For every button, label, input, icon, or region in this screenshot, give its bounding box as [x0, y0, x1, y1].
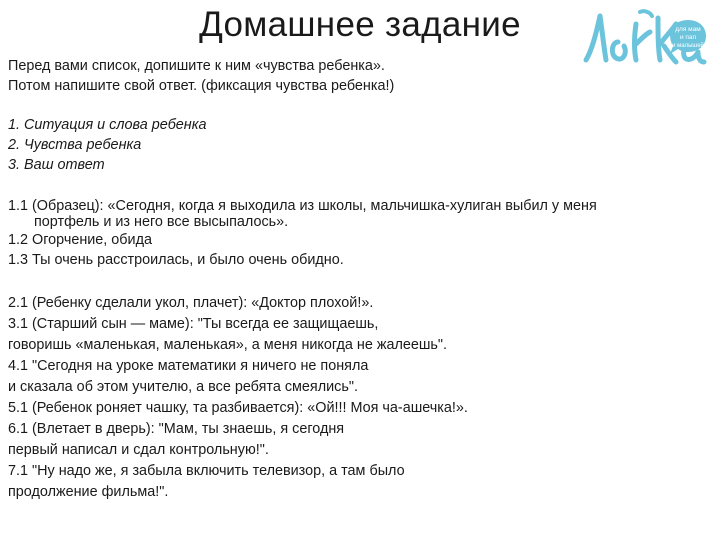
step-line: 1. Ситуация и слова ребенка: [8, 117, 207, 133]
task-line: и сказала об этом учителю, а все ребята смеялись".: [8, 379, 358, 395]
task-line: продолжение фильма!".: [8, 484, 169, 500]
page-title: Домашнее задание: [199, 5, 521, 44]
task-line: 7.1 "Ну надо же, я забыла включить телевизор, а там было: [8, 463, 405, 479]
task-line: 3.1 (Старший сын — маме): "Ты всегда ее защищаешь,: [8, 316, 379, 332]
intro-line: Потом напишите свой ответ. (фиксация чувства ребенка!): [8, 78, 395, 94]
svg-text:и пап: и пап: [679, 34, 697, 41]
example-line: 1.1 (Образец): «Сегодня, когда я выходила из школы, мальчишка-хулиган выбил у меня: [8, 198, 597, 214]
svg-text:для мам: для мам: [675, 26, 701, 33]
homework-text: [8, 56, 708, 502]
example-line: портфель и из него все высыпалось».: [34, 214, 289, 230]
intro-line: Перед вами список, допишите к ним «чувства ребенка».: [8, 58, 385, 74]
svg-text:и малышей: и малышей: [672, 43, 704, 49]
task-line: 6.1 (Влетает в дверь): "Мам, ты знаешь, я сегодня: [8, 421, 345, 437]
task-line: 5.1 (Ребенок роняет чашку, та разбивается): «Ой!!! Моя ча-ашечка!».: [8, 400, 468, 416]
logo-speech-bubble: [670, 20, 706, 54]
step-line: 2. Чувства ребенка: [8, 137, 142, 153]
example-line: 1.2 Огорчение, обида: [8, 232, 152, 248]
step-line: 3. Ваш ответ: [8, 157, 105, 173]
example-line: 1.3 Ты очень расстроилась, и было очень обидно.: [8, 252, 344, 268]
task-line: 2.1 (Ребенку сделали укол, плачет): «Доктор плохой!».: [8, 295, 374, 311]
task-line: первый написал и сдал контрольную!".: [8, 442, 269, 458]
task-line: 4.1 "Сегодня на уроке математики я ничего не поняла: [8, 358, 369, 374]
task-line: говоришь «маленькая, маленькая», а меня никогда не жалеешь".: [8, 337, 448, 353]
